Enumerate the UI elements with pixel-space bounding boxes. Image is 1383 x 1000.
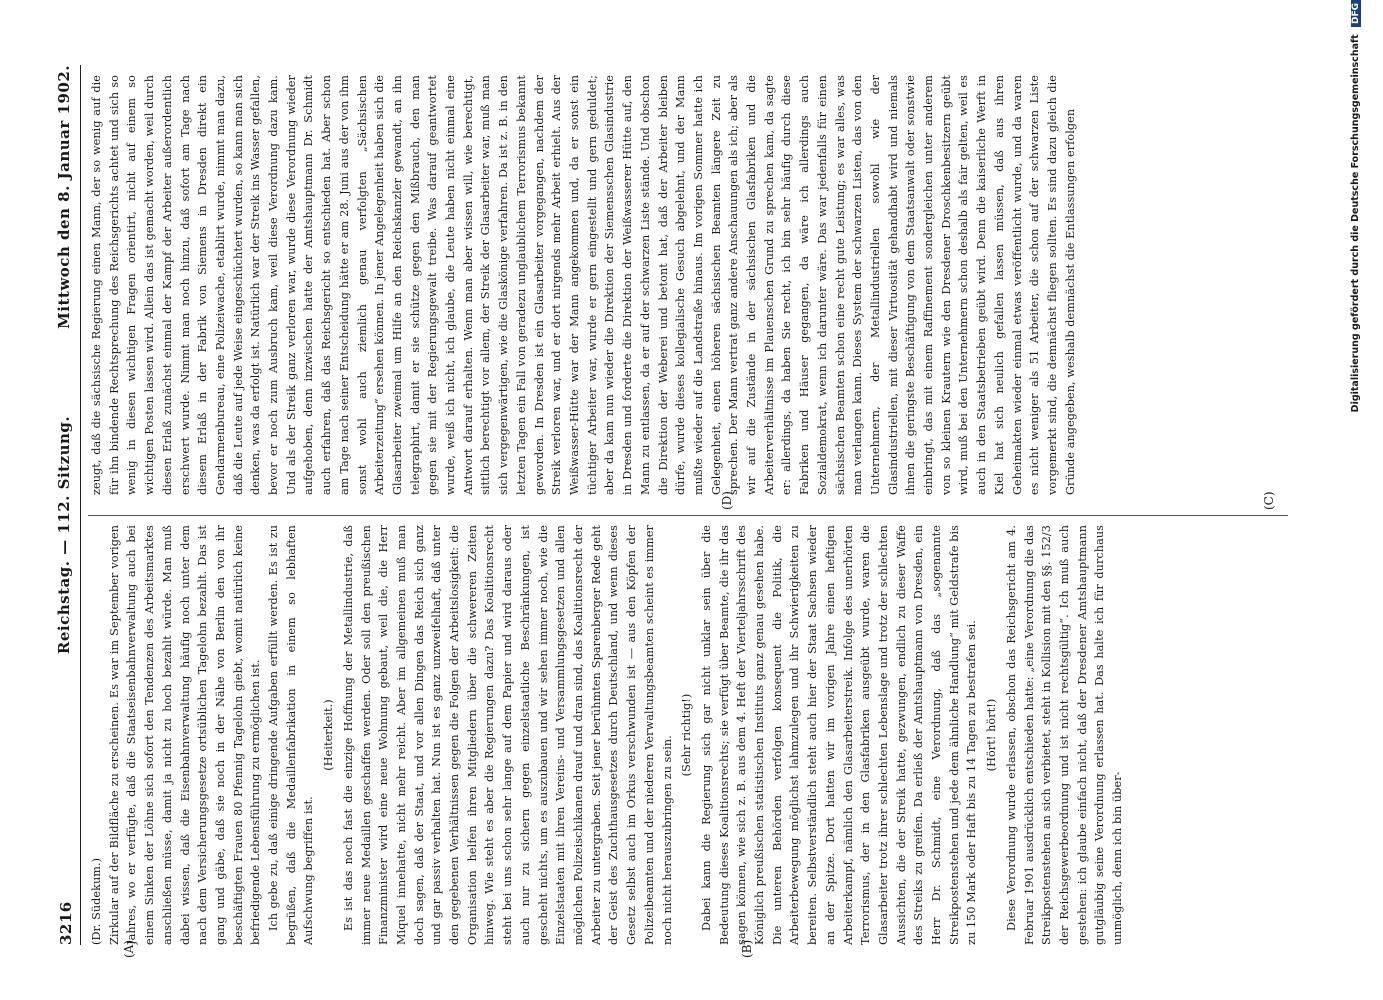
margin-marker-c: (C) — [1262, 491, 1276, 510]
page-date: Mittwoch den 8. Januar 1902. — [55, 65, 73, 329]
paragraph: Es ist das noch fast die einzige Hoffnung der Metallindustrie, daß immer neue Medaillen geschaffen werden. Oder soll den preußischen Finanzminister wird eine neue Wohnung gebaut, weil die, die Herr Miquel innehatte, nicht mehr reicht. Aber im allgemeinen muß man doch sagen, daß der Staat, und vor allen Dingen das Reich sich ganz und gar passiv verhalten hat. Nun ist es ganz unzweifelhaft, daß unter den gegebenen Verhältnissen gegen die Folgen der Arbeitslosigkeit: die Organisation helfen ihren Mitgliedern über die schwereren Zeiten hinweg. Wie steht es aber die Regierungen dazu? Das Koalitionsrecht steht bei uns schon sehr lange auf dem Papier und wird daraus oder auch nur zu sichern gegen einzelstaatliche Beschränkungen, ist gescheht nichts, um es auszubauen und wir sehen immer noch, wie die Einzelstaaten mit ihren Vereins- und Versammlungsgesetzen und allen möglichen Polizeischikanen drauf und dran sind, das Koalitionsrecht der Arbeiter zu untergraben. Seit jener berühmten Sparenberger Rede geht der Geist des Zuchthausgesetzes durch Deutschland, und wenn dieses Gesetz selbst auch im Orkus verschwunden ist — aus den Köpfen der Polizeibeamten und der niederen Verwaltungsbeamten scheint es immer noch nicht herauszubringen zu sein. — [341, 525, 674, 945]
page-header — [55, 45, 79, 945]
paragraph: Zirkular auf der Bildfläche zu erscheinen. Es war im September vorigen Jahres, wo er verfügte, daß die Staatseisenbahnverwaltung auch bei einem Sinken der Löhne sich sofort den Tendenzen des Arbeitsmarktes anschließen müsse, damit ja nicht zu hoch bezahlt würde. Man muß dabei wissen, daß die Eisenbahnverwaltung häufig noch unter dem nach dem Versicherungsgesetze ortsüblichen Tagelohn bezahlt. Das ist gang und gäbe, daß sie noch in der Nähe von Berlin den von ihr beschäftigten Frauen 80 Pfennig Tagelohn giebt, womit natürlich keine befriedigende Lebensführung zu ermöglichen ist. — [107, 525, 263, 945]
margin-marker-b: (B) — [740, 939, 754, 958]
paragraph: Diese Verordnung wurde erlassen, obschon das Reichsgericht am 4. Februar 1901 ausdrücklich entschieden hatte: „eine Verordnung die das Streikpostenstehen an sich verbietet, steht in Kollision mit den §§. 152/3 der Reichsgewerbeordnung und ist nicht rechtsgültig“. Ich muß auch gestehen: ich glaube einfach nicht, daß der Dresdener Amtshauptmann gutgläubig seine Verordnung erlassen hat. Das halte ich für durchaus unmöglich, denn ich bin über- — [1004, 525, 1125, 945]
paragraph: Ich gebe zu, daß einige dringende Aufgaben erfüllt werden. Es ist zu begrüßen, daß die Medaillenfabrikation in einem so lebhaften Aufschwung begriffen ist. — [267, 525, 316, 945]
page-title: Reichstag. — 112. Sitzung. — [55, 415, 73, 655]
paragraph: Dabei kann die Regierung sich gar nicht unklar sein über die Bedeutung dieses Koalitionsrechts; sie verfügt über Beamte, die ihr das sagen können, wie sich z. B. aus dem 4. Heft der Vierteljahrsschrift des Königlich preußischen statistischen Instituts ganz genau gesehen habe. Die unteren Behörden verfolgen konsequent die Politik, die Arbeiterbewegung möglichst lahmzulegen und ihr Schwierigkeiten zu bereiten. Selbstverständlich steht auch hier der Staat Sachsen wieder an der Spitze. Dort hatten wir im vorigen Jahre einen heftigen Arbeiterkampf, nämlich den Glasarbeiterstreik. Infolge des unerhörten Terrorismus, der in den Glasfabriken ausgeübt wurde, waren die Glasarbeiter trotz ihrer schlechten Lebenslage und trotz der schlechten Aussichten, die der Streik hatte, gezwungen, endlich zu dieser Waffe des Streiks zu greifen. Da erließ der Amtshauptmann von Dresden, ein Herr Dr. Schmidt, eine Verordnung, daß das „sogenannte Streikpostenstehen und jede dem ähnliche Handlung“ mit Geldstrafe bis zu 150 Mark oder Haft bis zu 14 Tagen zu bestrafen sei. — [699, 525, 979, 945]
page-number: 3216 — [57, 901, 75, 945]
digitization-credit — [1350, 0, 1361, 750]
left-column — [88, 525, 1298, 945]
paragraph: zeugt, daß die sächsische Regierung einen Mann, der so wenig auf die für ihn bindende Rechtsprechung des Reichsgerichts achtet und sich so wenig in diesen wichtigen Fragen orientirt, nicht auf einem so wichtigen Posten lassen wird. Allein das ist gemacht worden, weil durch diesen Erlaß zunächst einmal der Kampf der Arbeiter außerordentlich erschwert wurde. Nimmt man noch hinzu, daß sofort am Tage nach diesem Erlaß in der Fabrik von Siemens in Dresden direkt ein Gendarmenbureau, eine Polizeiwache, etablirt wurde, nimmt man dazu, daß die Leute auf jede Weise eingeschüchtert wurden, so kann man sich denken, was da erfolgt ist. Natürlich war der Streik ins Wasser gefallen, bevor er noch zum Ausbruch kam, weil diese Verordnung dazu kam. Und als der Streik ganz verloren war, wurde diese Verordnung wieder aufgehoben, denn inzwischen hatte der Amtshauptmann Dr. Schmidt auch erfahren, daß das Reichsgericht so entschieden hat. Aber schon am Tage nach seiner Entscheidung hätte er am 28. Juni aus der von ihm sonst wohl auch ziemlich genau verfolgten „Sächsischen Arbeiterzeitung“ ersehen können. In jener Angelegenheit haben sich die Glasarbeiter zweimal um Hilfe an den Reichskanzler gewandt, an ihn telegraphirt, damit er sie schütze gegen den Mißbrauch, den man gegen sie mit der Regierungsgewalt treibe. Was darauf geantwortet wurde, weiß ich nicht, ich glaube, die Leute haben nicht einmal eine Antwort darauf erhalten. Wenn man aber wissen will, wie berechtigt, sittlich berechtigt vor allem, der Streik der Glasarbeiter war, muß man sich vergegenwärtigen, wie die Glaskönige verfahren. Da ist z. B. in den letzten Tagen ein Fall von geradezu unglaublichem Terrorismus bekannt geworden. In Dresden ist ein Glasarbeiter vorgegangen, nachdem der Streik verloren war, und er dort nirgends mehr Arbeit erhielt. Aus der Weißwasser-Hütte war der Mann angekommen und, da er sonst ein tüchtiger Arbeiter war, wurde er gern eingestellt und gern geduldet; aber da kam nun wieder die Direktion der Siemensschen Glasindustrie in Dresden und forderte die Direktion der Weißwasserer Hütte auf, den Mann zu entlassen, da er auf der schwarzen Liste stände. Und obschon die Direktion der Weberei und betont hat, daß der Arbeiter bleiben dürfe, wurde dieses kollegialische Gesuch abgelehnt, und der Mann mußte wieder auf die Landstraße hinaus. Im vorigen Sommer hatte ich Gelegenheit, einen höheren sächsischen Beamten längere Zeit zu sprechen. Der Mann vertrat ganz andere Anschauungen als ich; aber als wir auf die Zustände in der sächsischen Glasfabriken und die Arbeiterverhältnisse im Plauenschen Grund zu sprechen kam, da sagte er: allerdings, da haben Sie recht, ich bin sehr häufig durch diese Fabriken und Häuser gegangen, da wäre ich allerdings auch Sozialdemokrat, wenn ich darunter wäre. Das war jedenfalls für einen sächsischen Beamten schon eine recht gute Leistung; es war alles, was man verlangen kann. Dieses System der schwarzen Listen, das von den Unternehmern, der Metallindustriellen sowohl wie der Glasindustriellen, mit dieser Virtuosität gehandhabt wird und niemals ihnen die geringste Beschäftigung von dem Staatsanwalt oder sonstwie einbringt, das mit einem Raffinement sondergleichen unter anderem von so kleinen Krautern wie den Dresdener Droschkenbesitzern geübt wird, muß bei den Unternehmern schon deshalb als fair gelten, weil es auch in den Staatsbetrieben geübt wird. Denn die kaiserliche Werft in Kiel hat sich neulich gefallen lassen müssen, daß aus ihren Geheimakten wieder einmal etwas veröffentlicht wurde, und da waren es nicht weniger als 51 Arbeiter, die schon auf der schwarzen Liste vorgemerkt sind, die demnächst fliegen sollten. Es sind dazu gleich die Gründe angegeben, weshalb demnächst die Entlassungen erfolgen — [90, 75, 1077, 495]
speaker-reference: (Dr. Südekum.) — [90, 857, 103, 945]
margin-marker-a: (A) — [122, 939, 136, 958]
reaction: (Heiterkeit.) — [322, 699, 336, 771]
reaction: (Sehr richtig!) — [680, 693, 694, 777]
credit-text: Digitalisierung gefördert durch die Deutsche Forschungsgemeinschaft — [1350, 34, 1361, 413]
dfg-badge: DFG — [1351, 0, 1361, 27]
margin-marker-d: (D) — [720, 491, 734, 510]
right-column — [88, 75, 1298, 495]
column-divider — [88, 515, 1288, 516]
reaction: (Hört! hört!) — [985, 698, 999, 772]
header-rule — [80, 65, 81, 945]
